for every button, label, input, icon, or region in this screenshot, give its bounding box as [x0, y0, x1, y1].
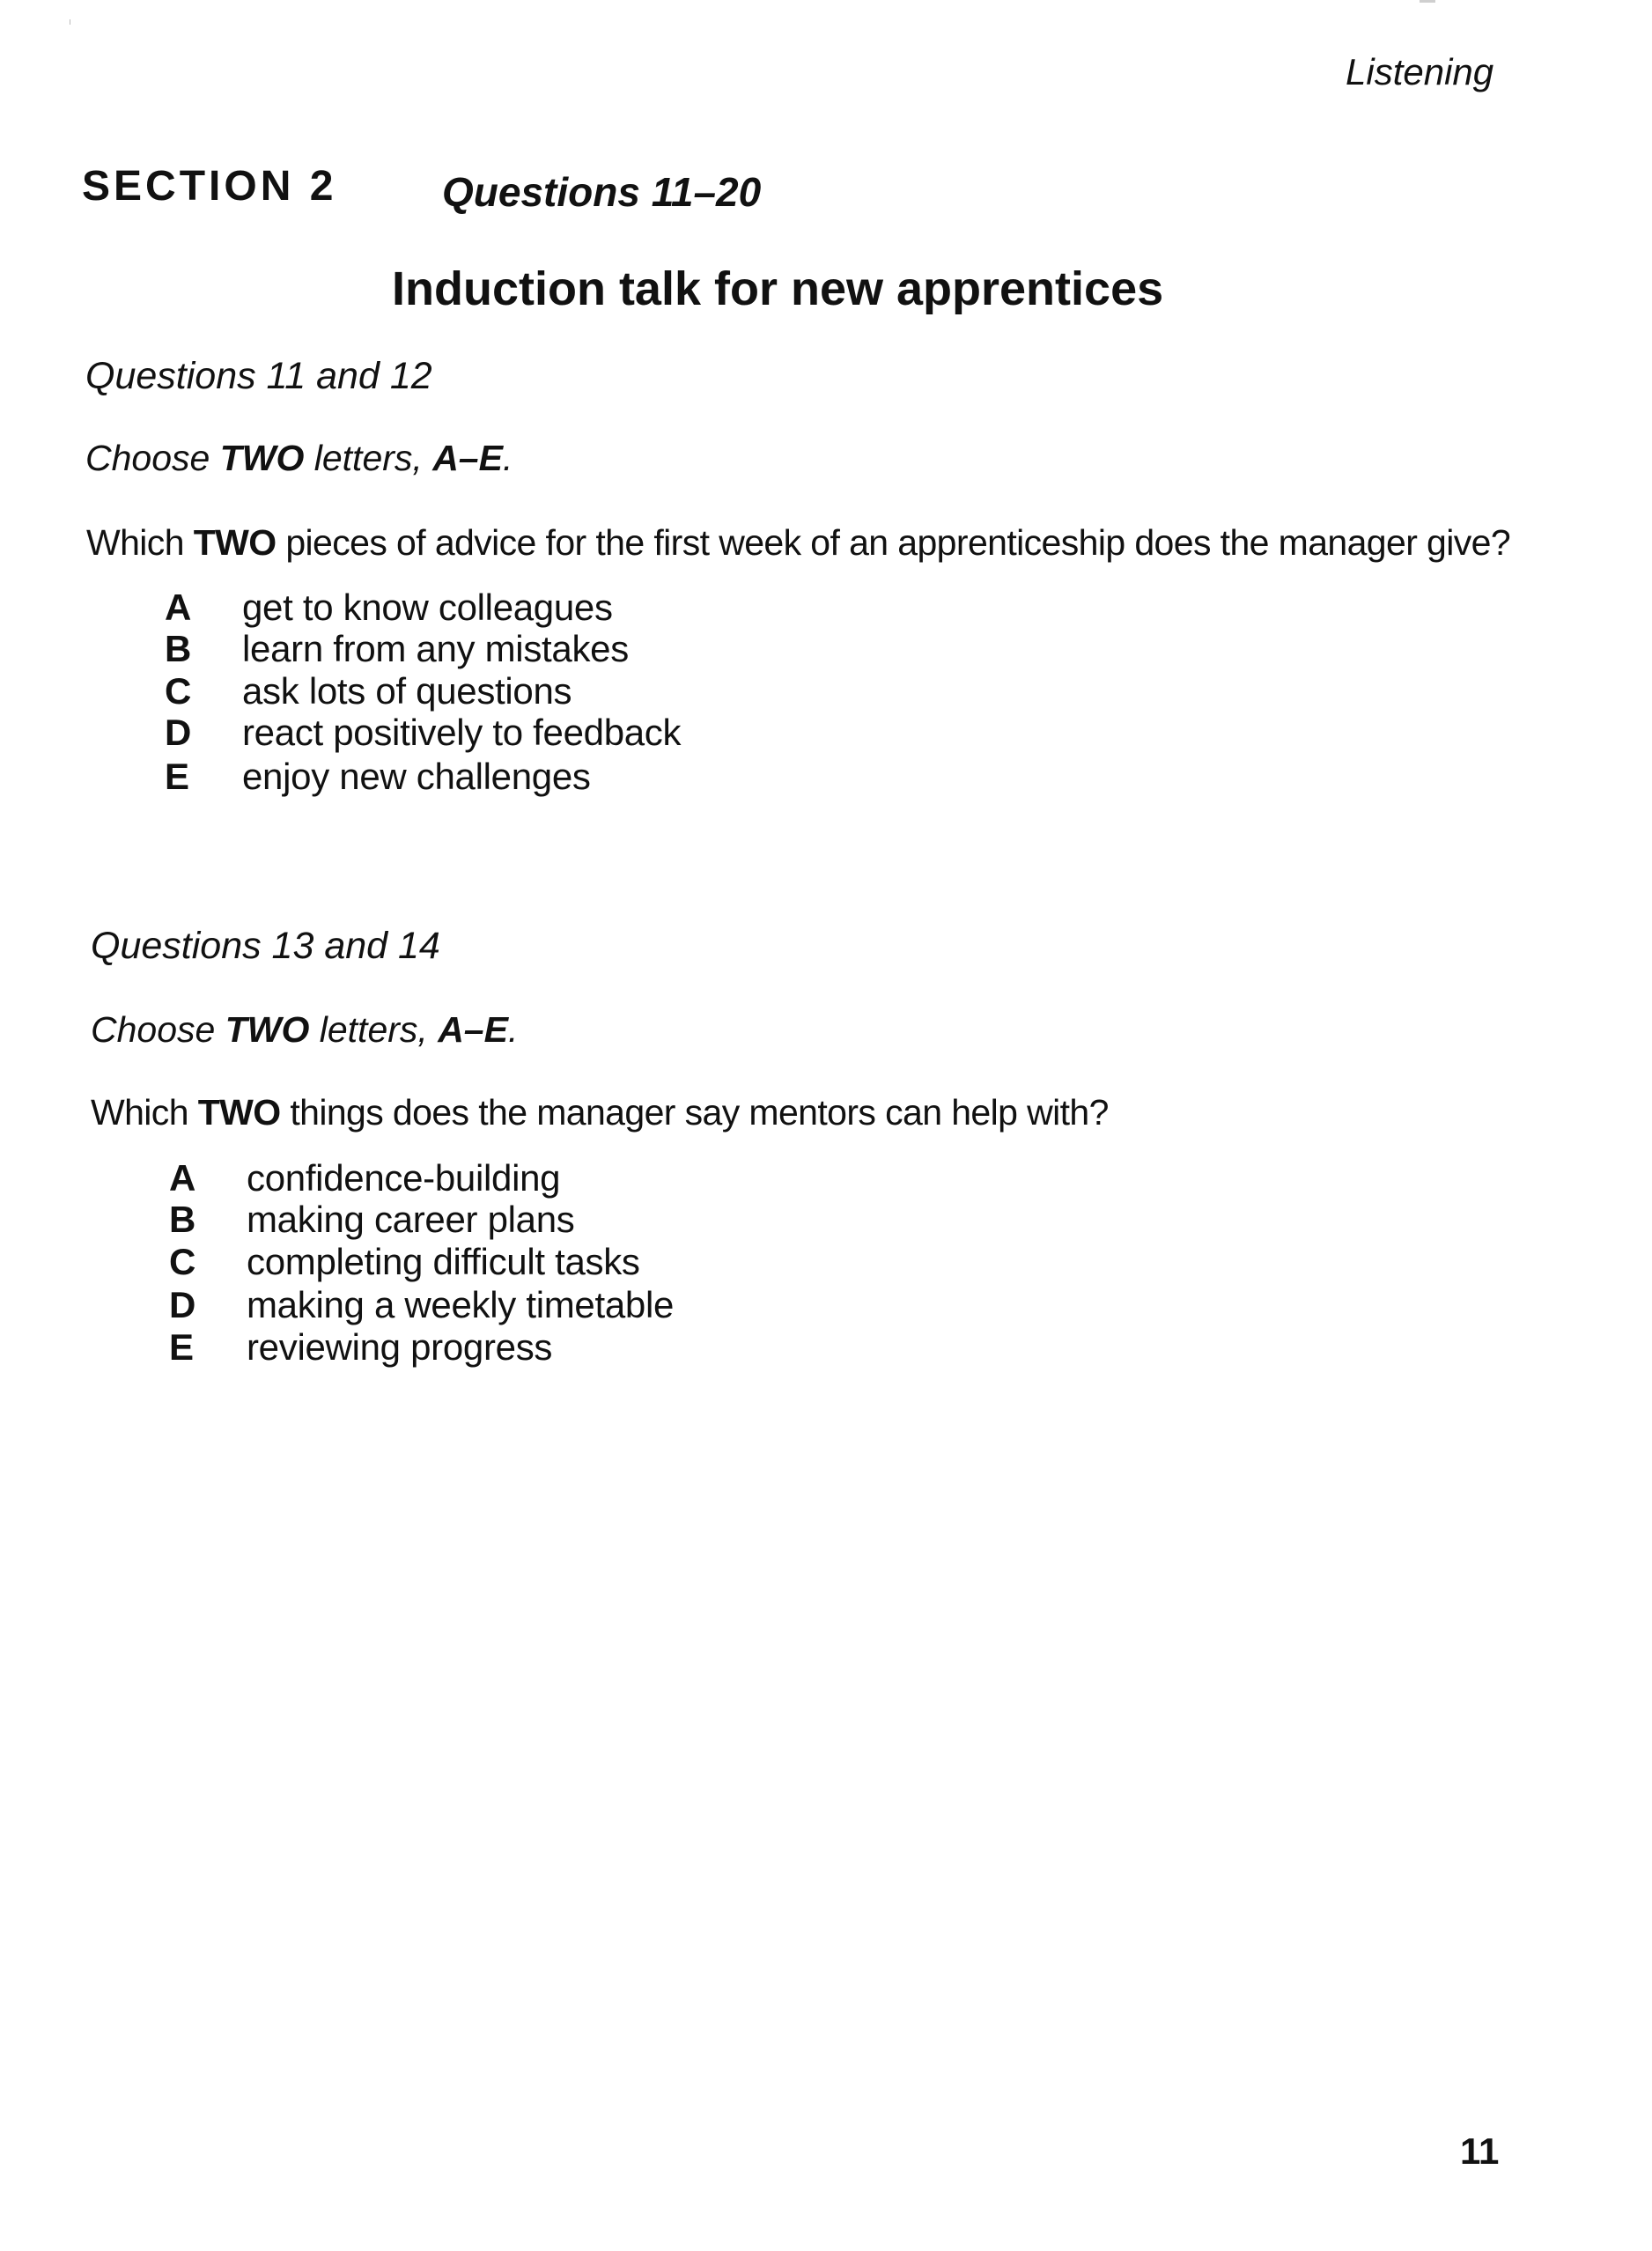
option-text-c: ask lots of questions — [242, 670, 572, 712]
option-letter-a: A — [165, 587, 192, 628]
question-emphasis: TWO — [193, 522, 277, 563]
question-text: Which — [86, 522, 194, 563]
option-letter-d: D — [169, 1284, 196, 1325]
instruction-range: A–E — [438, 1009, 508, 1050]
option-letter-e: E — [165, 756, 190, 797]
instruction-text: . — [502, 438, 513, 478]
question-text: things does the manager say mentors can help with? — [280, 1092, 1109, 1133]
option-letter-b: B — [165, 628, 192, 669]
instruction-text: Choose — [91, 1009, 225, 1050]
running-head: Listening — [1346, 51, 1494, 92]
page-number: 11 — [1460, 2130, 1500, 2172]
option-letter-c: C — [165, 670, 192, 712]
instruction-text: . — [507, 1009, 519, 1050]
option-letter-b: B — [169, 1199, 196, 1240]
option-text-c: completing difficult tasks — [247, 1241, 640, 1282]
question-text: Which — [91, 1092, 198, 1133]
option-letter-a: A — [169, 1157, 196, 1199]
instruction-emphasis: TWO — [225, 1009, 310, 1050]
option-text-e: enjoy new challenges — [242, 756, 591, 797]
option-text-d: react positively to feedback — [242, 712, 682, 753]
section-question-range: Questions 11–20 — [442, 169, 762, 215]
instruction-range: A–E — [432, 438, 503, 478]
option-letter-e: E — [169, 1326, 195, 1368]
instruction-text: letters, — [309, 1009, 439, 1050]
section-label: SECTION 2 — [82, 163, 337, 210]
question-13-14 — [91, 1092, 1109, 1133]
option-text-a: get to know colleagues — [242, 587, 613, 628]
question-text: pieces of advice for the first week of an apprenticeship does the manager give? — [276, 522, 1511, 563]
group-heading-11-12: Questions 11 and 12 — [85, 355, 432, 397]
instruction-text: Choose — [85, 438, 220, 478]
option-text-b: making career plans — [247, 1199, 575, 1240]
group-heading-13-14: Questions 13 and 14 — [91, 925, 440, 967]
option-letter-d: D — [165, 712, 192, 753]
question-emphasis: TWO — [197, 1092, 281, 1133]
option-text-e: reviewing progress — [247, 1326, 553, 1368]
instruction-text: letters, — [304, 438, 433, 478]
instruction-emphasis: TWO — [219, 438, 305, 478]
page-title: Induction talk for new apprentices — [392, 262, 1164, 315]
instruction-11-12 — [85, 440, 513, 476]
option-letter-c: C — [169, 1241, 196, 1282]
option-text-d: making a weekly timetable — [247, 1284, 675, 1325]
question-11-12 — [86, 522, 1511, 563]
scan-speck — [1420, 0, 1435, 3]
option-text-b: learn from any mistakes — [242, 628, 629, 669]
option-text-a: confidence-building — [247, 1157, 561, 1199]
instruction-13-14 — [91, 1009, 519, 1050]
